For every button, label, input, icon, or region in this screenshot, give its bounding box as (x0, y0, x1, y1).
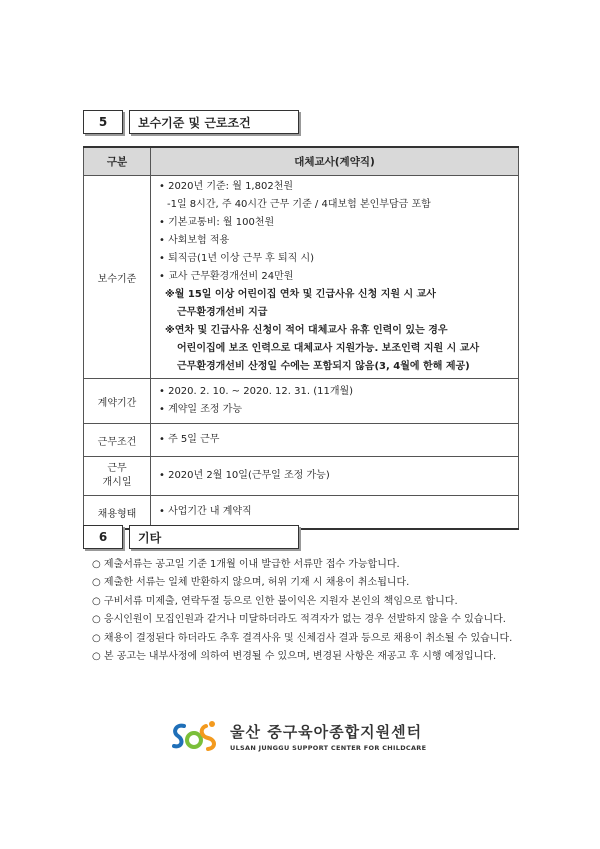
row-content-pay (151, 176, 519, 379)
row-label-work: 근무조건 (84, 424, 151, 457)
row-label-period: 계약기간 (84, 379, 151, 424)
pay-line-1: • 2020년 기준: 월 1,802천원 (159, 181, 294, 192)
row-label-type: 채용형태 (84, 496, 151, 530)
section-6-title: 기타 (129, 525, 299, 549)
table-header-value: 대체교사(계약직) (151, 147, 519, 176)
conditions-table (83, 146, 519, 530)
row-label-start (84, 457, 151, 496)
table-row-type (84, 496, 519, 530)
row-content-work (151, 424, 519, 457)
pay-note-2a: ※연차 및 긴급사유 신청이 적어 대체교사 유휴 인력이 있는 경우 (165, 325, 448, 336)
list-item: ○ 응시인원이 모집인원과 같거나 미달하더라도 적격자가 없는 경우 선발하지 않을 수 있습니다. (92, 614, 506, 626)
table-row-period (84, 379, 519, 424)
section-5-number: 5 (83, 110, 123, 134)
table-header-label: 구분 (84, 147, 151, 176)
pay-line-3: • 기본교통비: 월 100천원 (159, 217, 275, 228)
row-content-type (151, 496, 519, 530)
list-item: ○ 구비서류 미제출, 연락두절 등으로 인한 불이익은 지원자 본인의 책임으로 합니다. (92, 595, 458, 607)
period-line-1: • 2020. 2. 10. ~ 2020. 12. 31. (11개월) (159, 386, 354, 397)
pay-note-2c: 근무환경개선비 산정일 수에는 포함되지 않음(3, 4월에 한해 제공) (177, 361, 470, 372)
pay-line-6: • 교사 근무환경개선비 24만원 (159, 271, 294, 282)
pay-note-1b: 근무환경개선비 지급 (177, 307, 268, 318)
row-label-pay: 보수기준 (84, 176, 151, 379)
center-name-en: ULSAN JUNGGU SUPPORT CENTER FOR CHILDCARE (230, 743, 427, 752)
row-content-period (151, 379, 519, 424)
table-row-pay (84, 176, 519, 379)
pay-note-1a: ※월 15일 이상 어린이집 연차 및 긴급사유 신청 지원 시 교사 (165, 289, 436, 300)
start-label-b: 개시일 (102, 477, 132, 488)
list-item: ○ 채용이 결정된다 하더라도 추후 결격사유 및 신체검사 결과 등으로 채용이 취소될 수 있습니다. (92, 632, 513, 644)
section-5-header (83, 110, 299, 134)
table-row-start (84, 457, 519, 496)
period-line-2: • 계약일 조정 가능 (159, 404, 243, 415)
pay-line-4: • 사회보험 적용 (159, 235, 230, 246)
table-row-work (84, 424, 519, 457)
section-5-title: 보수기준 및 근로조건 (129, 110, 299, 134)
list-item: ○ 본 공고는 내부사정에 의하여 변경될 수 있으며, 변경된 사항은 재공고 후 시행 예정입니다. (92, 651, 497, 663)
center-logo-icon (170, 718, 222, 754)
section-6-number: 6 (83, 525, 123, 549)
center-name-ko: 울산 중구육아종합지원센터 (230, 722, 423, 741)
work-line-1: • 주 5일 근무 (159, 434, 220, 445)
pay-line-2: -1일 8시간, 주 40시간 근무 기준 / 4대보험 본인부담금 포함 (167, 199, 431, 210)
start-line-1: • 2020년 2월 10일(근무일 조정 가능) (159, 470, 330, 481)
pay-note-2b: 어린이집에 보조 인력으로 대체교사 지원가능. 보조인력 지원 시 교사 (177, 343, 480, 354)
list-item: ○ 제출서류는 공고일 기준 1개월 이내 발급한 서류만 접수 가능합니다. (92, 559, 400, 570)
type-line-1: • 사업기간 내 계약직 (159, 506, 252, 517)
start-label-a: 근무 (107, 463, 127, 474)
section-6-header (83, 525, 299, 549)
row-content-start (151, 457, 519, 496)
pay-line-5: • 퇴직금(1년 이상 근무 후 퇴직 시) (159, 253, 315, 264)
etc-list (92, 556, 512, 666)
center-logo (170, 716, 440, 756)
list-item: ○ 제출한 서류는 일체 반환하지 않으며, 허위 기재 시 채용이 취소됩니다. (92, 577, 410, 589)
